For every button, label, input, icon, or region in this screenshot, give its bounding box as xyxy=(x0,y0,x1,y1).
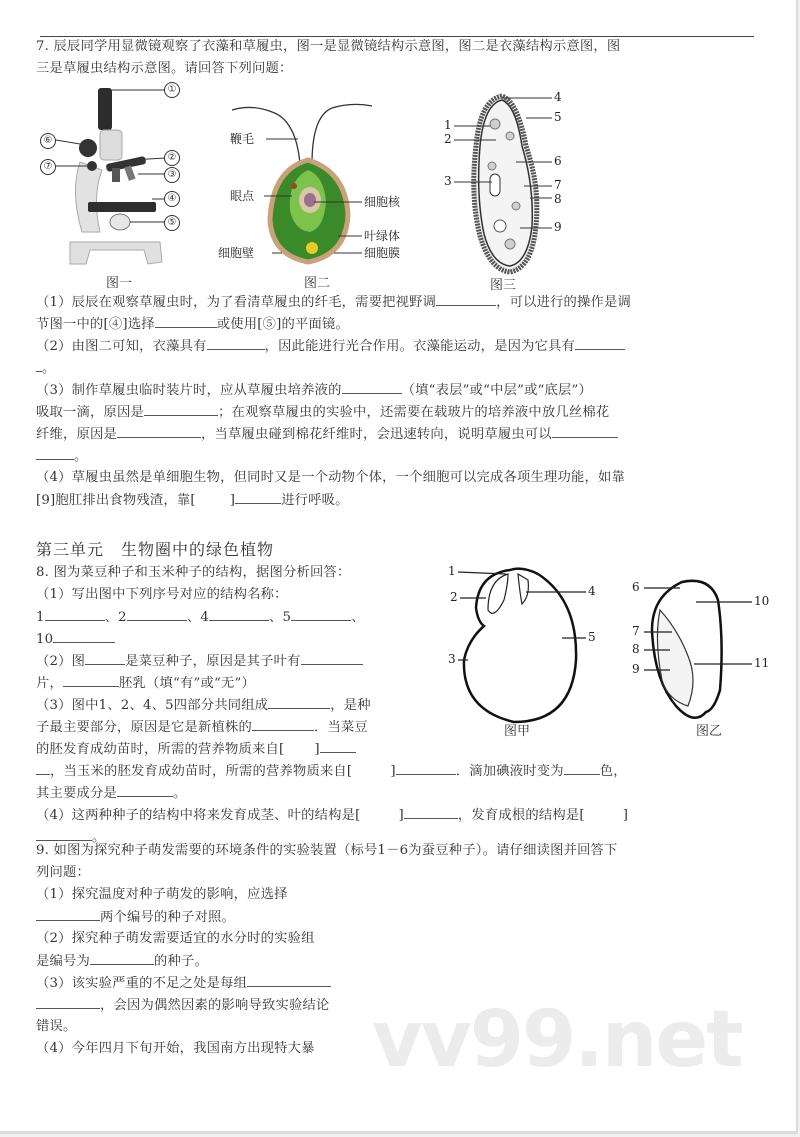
seed-b-label-11: 11 xyxy=(754,656,770,670)
q7-s4-text-c: ] xyxy=(229,493,236,508)
q9-s4-line1: （4）今年四月下旬开始，我国南方出现特大暴 xyxy=(36,1041,315,1056)
answer-blank[interactable] xyxy=(552,423,618,438)
seed-b-label-8: 8 xyxy=(632,642,640,656)
q9-s1-line2 xyxy=(36,906,235,929)
figure-a-caption: 图甲 xyxy=(504,724,531,739)
q7-s3-line2 xyxy=(36,401,609,424)
paramecium-label-7: 7 xyxy=(554,178,562,192)
answer-blank[interactable] xyxy=(36,760,50,775)
q7-stem-line2: 三是草履虫结构示意图。请回答下列问题： xyxy=(36,61,293,76)
q8-s3-text-d: ．当菜豆 xyxy=(313,720,368,735)
q7-s4-text-b: [9]胞肛排出食物残渣，靠[ xyxy=(36,493,196,508)
cell-wall-label: 细胞壁 xyxy=(218,246,255,260)
paramecium-label-2: 2 xyxy=(444,132,452,146)
q8-stem: 8. 图为菜豆种子和玉米种子的结构，据图分析回答： xyxy=(36,565,351,580)
answer-blank[interactable] xyxy=(291,606,351,621)
q8-s3-text-c: 子最主要部分，原因是它是新植株的 xyxy=(36,720,252,735)
q8-s4-line1 xyxy=(36,804,628,827)
q7-s1-text-a: （1）辰辰在观察草履虫时，为了看清草履虫的纤毛，需要把视野调 xyxy=(36,295,437,310)
q9-s2-line2 xyxy=(36,950,208,973)
flagellum-label: 鞭毛 xyxy=(230,132,255,146)
q7-s1-text-b: ，可以进行的操作是调 xyxy=(496,295,632,310)
q8-s1-line2 xyxy=(36,628,115,651)
q7-s2-line2 xyxy=(36,357,56,380)
item-separator: 、 xyxy=(351,610,365,625)
answer-blank[interactable] xyxy=(127,606,187,621)
answer-blank[interactable] xyxy=(564,760,600,775)
q7-s1-line1 xyxy=(36,291,631,314)
seed-a-label-5: 5 xyxy=(588,630,596,644)
figure-b-caption: 图乙 xyxy=(696,724,723,739)
q7-s3-line4 xyxy=(36,445,88,468)
microscope-label-6: ⑥ xyxy=(40,133,56,149)
seed-b-label-6: 6 xyxy=(632,580,640,594)
microscope-label-1: ① xyxy=(164,82,180,98)
q9-s1-text-b: 两个编号的种子对照。 xyxy=(100,910,235,925)
answer-blank[interactable] xyxy=(207,335,265,350)
q8-s4-text-b: ] xyxy=(398,808,404,823)
q7-s1-text-d: 或使用[⑤]的平面镜。 xyxy=(216,317,349,332)
answer-blank[interactable] xyxy=(436,291,496,306)
seed-diagram-icon xyxy=(448,560,778,745)
q8-s1-intro: （1）写出图中下列序号对应的结构名称： xyxy=(36,587,288,602)
q8-s3-text-f: ] xyxy=(314,742,320,757)
item-2-label: 、2 xyxy=(104,610,127,625)
q9-s3-line1 xyxy=(36,972,331,995)
q9-s2-text-b: 是编号为 xyxy=(36,954,90,969)
paramecium-label-3: 3 xyxy=(444,174,452,188)
q8-s2-text-a: （2）图 xyxy=(36,654,86,669)
q7-s3-text-a: （3）制作草履虫临时装片时，应从草履虫培养液的 xyxy=(36,383,342,398)
q8-s2-line1 xyxy=(36,650,363,673)
q8-s3-text-i: ．滴加碘液时变为 xyxy=(455,764,564,779)
answer-blank[interactable] xyxy=(63,672,119,687)
q7-s1-line2 xyxy=(36,313,349,336)
q8-s3-line5 xyxy=(36,782,186,805)
answer-blank[interactable] xyxy=(36,445,74,460)
unit-heading: 第三单元 生物圈中的绿色植物 xyxy=(36,540,275,559)
answer-blank[interactable] xyxy=(144,401,218,416)
seed-b-label-9: 9 xyxy=(632,662,640,676)
item-1-label: 1 xyxy=(36,610,45,625)
seed-a-label-3: 3 xyxy=(448,652,456,666)
q9-s2-line1: （2）探究种子萌发需要适宜的水分时的实验组 xyxy=(36,931,315,946)
q8-s3-line3 xyxy=(36,738,356,761)
microscope-label-7: ⑦ xyxy=(40,159,56,175)
answer-blank[interactable] xyxy=(155,313,217,328)
q9-s1-line1: （1）探究温度对种子萌发的影响，应选择 xyxy=(36,887,288,902)
answer-blank[interactable] xyxy=(252,716,314,731)
answer-blank[interactable] xyxy=(85,650,125,665)
q9-s2-text-c: 的种子。 xyxy=(154,954,208,969)
paramecium-label-8: 8 xyxy=(554,192,562,206)
q7-s3-text-e: 纤维，原因是 xyxy=(36,427,117,442)
paramecium-figure xyxy=(440,86,580,293)
q8-s2-text-c: 片， xyxy=(36,676,63,691)
cell-membrane-label: 细胞膜 xyxy=(364,246,401,260)
q7-s2-text-b: ，因此能进行光合作用。衣藻能运动，是因为它具有 xyxy=(264,339,576,354)
q7-s1-text-c: 节图一中的[④]选择 xyxy=(36,317,155,332)
seed-a-label-1: 1 xyxy=(448,564,456,578)
answer-blank[interactable] xyxy=(268,694,330,709)
q8-s4-text-a: （4）这两种种子的结构中将来发育成茎、叶的结构是[ xyxy=(36,808,361,823)
q7-s3-text-b: （填“表层”或“中层”或“底层”） xyxy=(401,383,593,398)
answer-blank[interactable] xyxy=(301,650,363,665)
q7-s4-text-d: 进行呼吸。 xyxy=(281,493,349,508)
q7-s2-text-a: （2）由图二可知，衣藻具有 xyxy=(36,339,207,354)
q8-s3-text-k: 其主要成分是 xyxy=(36,786,117,801)
q8-s2-text-b: 是菜豆种子，原因是其子叶有 xyxy=(125,654,301,669)
q8-s3-text-h: ] xyxy=(390,764,396,779)
q7-s3-text-g: 。 xyxy=(74,449,88,464)
answer-blank[interactable] xyxy=(247,972,331,987)
q9-stem-line2: 列问题： xyxy=(36,865,90,880)
q9-stem-line1: 9. 如图为探究种子萌发需要的环境条件的实验装置（标号1－6为蚕豆种子）。请仔细读图并回答下 xyxy=(36,843,618,858)
q8-s3-text-b: ，是种 xyxy=(330,698,371,713)
seed-b-label-7: 7 xyxy=(632,624,640,638)
item-4-label: 、4 xyxy=(186,610,210,625)
q7-s3-line3 xyxy=(36,423,618,446)
q8-s3-text-g: ，当玉米的胚发育成幼苗时，所需的营养物质来自[ xyxy=(50,764,353,779)
answer-blank[interactable] xyxy=(117,782,173,797)
microscope-icon xyxy=(40,82,220,287)
chloroplast-label: 叶绿体 xyxy=(364,229,401,243)
paramecium-label-4: 4 xyxy=(554,90,562,104)
q8-s3-line4 xyxy=(36,760,627,783)
q8-s3-text-j: 色， xyxy=(599,764,627,779)
q8-s2-text-d: 胚乳（填“有”或“无”） xyxy=(119,676,255,691)
eyespot-label: 眼点 xyxy=(230,189,255,203)
q8-s4-text-d: ] xyxy=(622,808,629,823)
figure3-caption: 图三 xyxy=(490,278,517,293)
answer-blank[interactable] xyxy=(53,628,115,643)
seed-b-label-10: 10 xyxy=(754,594,770,608)
q9-s3-text-a: （3）该实验严重的不足之处是每组 xyxy=(36,976,248,991)
answer-blank[interactable] xyxy=(90,950,154,965)
answer-blank[interactable] xyxy=(36,826,92,841)
nucleus-label: 细胞核 xyxy=(364,195,401,209)
q7-s2-line1 xyxy=(36,335,625,358)
q8-s3-line1 xyxy=(36,694,371,717)
q8-s4-text-e: 。 xyxy=(92,830,106,845)
q7-s4-line2 xyxy=(36,489,349,512)
seed-a-label-4: 4 xyxy=(588,584,596,598)
figure1-caption: 图一 xyxy=(106,276,133,291)
watermark: vv99.net xyxy=(372,995,742,1085)
q8-s2-line2 xyxy=(36,672,255,695)
q8-s3-text-l: 。 xyxy=(172,786,187,801)
q8-s3-text-e: 的胚发育成幼苗时，所需的营养物质来自[ xyxy=(36,742,285,757)
item-5-label: 、5 xyxy=(269,610,292,625)
answer-blank[interactable] xyxy=(575,335,625,350)
seed-a-label-2: 2 xyxy=(450,590,458,604)
seed-figures xyxy=(448,560,778,745)
answer-blank[interactable] xyxy=(209,606,269,621)
microscope-label-2: ② xyxy=(164,150,180,166)
q9-s3-line2 xyxy=(36,994,329,1017)
answer-blank[interactable] xyxy=(404,804,458,819)
microscope-figure xyxy=(40,82,220,291)
answer-blank[interactable] xyxy=(117,423,201,438)
answer-blank[interactable] xyxy=(396,760,456,775)
q8-s4-text-c: ，发育成根的结构是[ xyxy=(457,808,585,823)
paramecium-label-6: 6 xyxy=(554,154,562,168)
microscope-label-5: ⑤ xyxy=(164,215,180,231)
q9-s3-text-b: ，会因为偶然因素的影响导致实验结论 xyxy=(100,998,330,1013)
q7-s2-text-c: 。 xyxy=(42,361,56,376)
q7-s3-line1 xyxy=(36,379,592,402)
chlamydomonas-figure xyxy=(212,90,432,291)
microscope-label-4: ④ xyxy=(164,191,180,207)
answer-blank[interactable] xyxy=(320,738,356,753)
answer-blank[interactable] xyxy=(235,489,281,504)
q7-s3-text-d: ；在观察草履虫的实验中，还需要在载玻片的培养液中放几丝棉花 xyxy=(217,405,610,420)
figure2-caption: 图二 xyxy=(304,276,331,291)
q8-s1-line1 xyxy=(36,606,365,629)
q9-s3-line3: 错误。 xyxy=(36,1019,77,1034)
paramecium-label-9: 9 xyxy=(554,220,562,234)
answer-blank[interactable] xyxy=(342,379,402,394)
q8-s3-text-a: （3）图中1、2、4、5四部分共同组成 xyxy=(36,698,269,713)
q7-s4-line1: （4）草履虫虽然是单细胞生物，但同时又是一个动物个体，一个细胞可以完成各项生理功能，如靠 xyxy=(36,470,626,485)
q7-s3-text-c: 吸取一滴，原因是 xyxy=(36,405,144,420)
q8-s3-line2 xyxy=(36,716,368,739)
microscope-label-3: ③ xyxy=(164,167,180,183)
answer-blank[interactable] xyxy=(36,906,100,921)
paramecium-label-5: 5 xyxy=(554,110,562,124)
q7-s3-text-f: ，当草履虫碰到棉花纤维时，会迅速转向，说明草履虫可以 xyxy=(200,427,552,442)
q7-stem-line1: 7. 辰辰同学用显微镜观察了衣藻和草履虫，图一是显微镜结构示意图，图二是衣藻结构示意图，图 xyxy=(36,39,621,54)
answer-blank[interactable] xyxy=(45,606,105,621)
item-10-label: 10 xyxy=(36,632,54,647)
answer-blank[interactable] xyxy=(36,994,100,1009)
paramecium-label-1: 1 xyxy=(444,118,452,132)
